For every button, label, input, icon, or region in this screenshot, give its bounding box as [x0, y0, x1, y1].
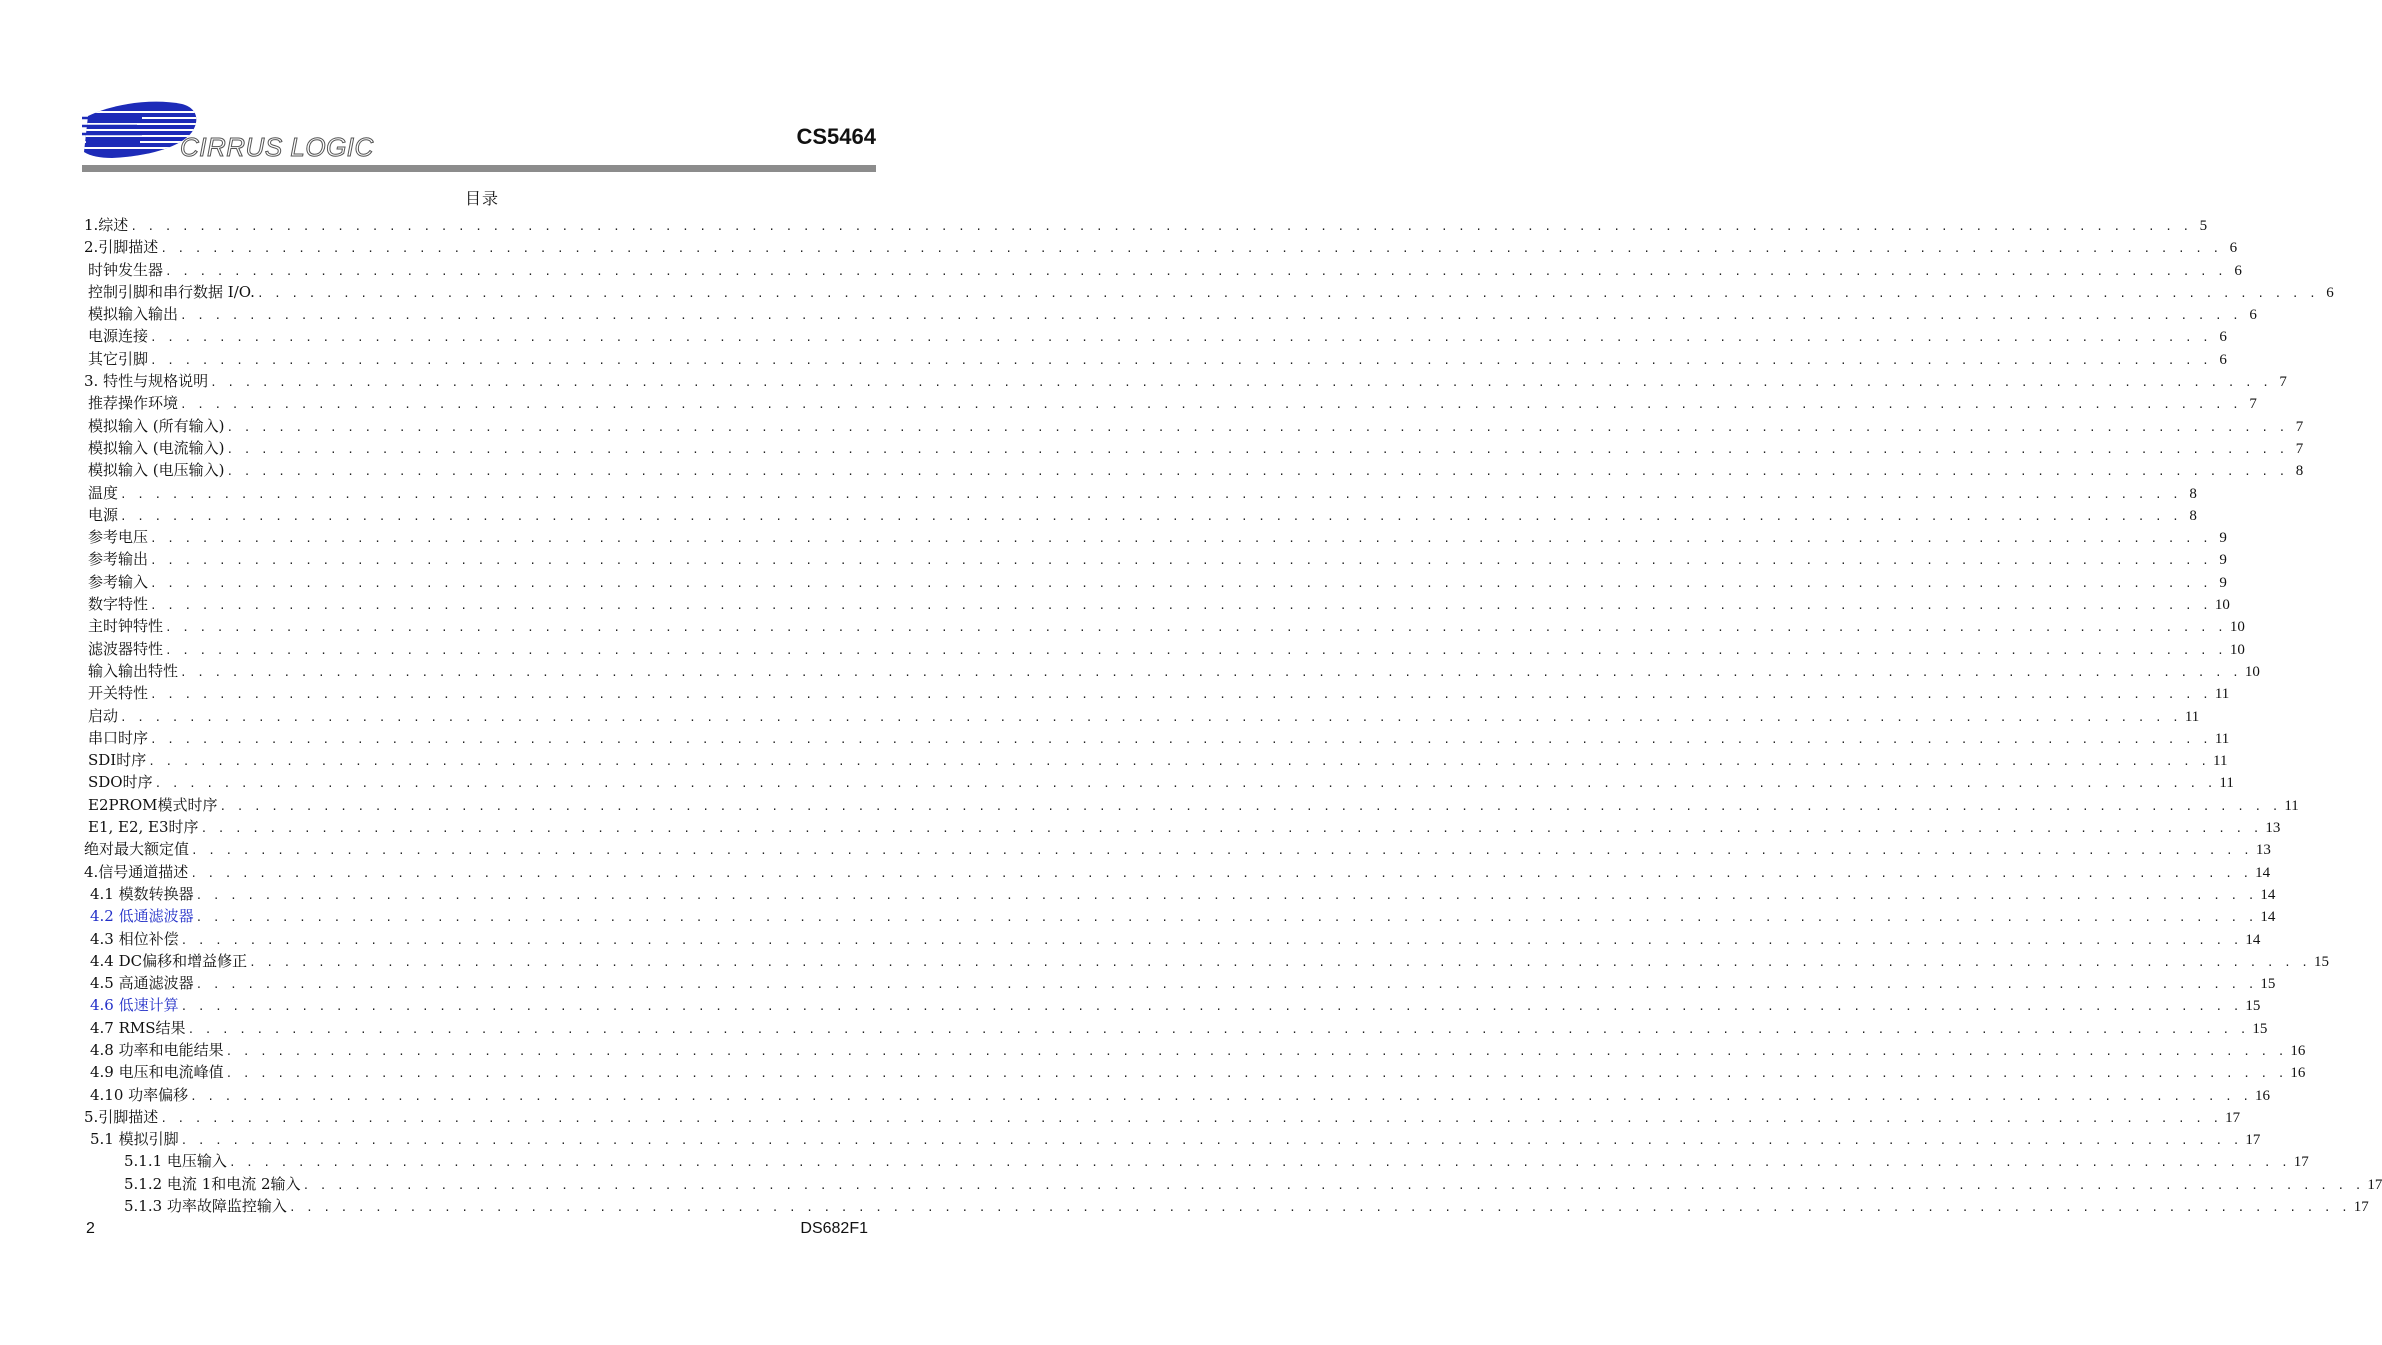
toc-entry[interactable] — [84, 437, 2304, 459]
toc-dot-leader: . . . . . . . . . . . . . . . . . . . . . . . . . . . . . . . . . . . . . . . . . . . . . . . . . . . . . . . . . . . . . . . . . . . . . . . . . . . . . . . . . . . . . . . . . . . . . . . . . . . . . . . . . . . . . . . . . . . . . . . . — [191, 844, 2252, 858]
toc-entry[interactable] — [84, 972, 2276, 994]
toc-entry-page: 13 — [2255, 842, 2271, 859]
toc-dot-leader: . . . . . . . . . . . . . . . . . . . . . . . . . . . . . . . . . . . . . . . . . . . . . . . . . . . . . . . . . . . . . . . . . . . . . . . . . . . . . . . . . . . . . . . . . . . . . . . . . . . . . . . . . . . . . . . . . . . . . . . . — [180, 933, 2242, 947]
toc-entry-label: 4.3 相位补偿 — [90, 929, 179, 948]
toc-entry[interactable] — [84, 348, 2227, 370]
toc-entry[interactable] — [84, 259, 2242, 281]
toc-dot-leader: . . . . . . . . . . . . . . . . . . . . . . . . . . . . . . . . . . . . . . . . . . . . . . . . . . . . . . . . . . . . . . . . . . . . . . . . . . . . . . . . . . . . . . . . . . . . . . . . . . . . . . . . . . . . . . . . . . . . . . . . — [120, 509, 2181, 523]
toc-entry[interactable] — [84, 1173, 2382, 1195]
toc-entry-label: 控制引脚和串行数据 I/O. — [88, 282, 255, 301]
toc-entry-label: 其它引脚 — [88, 349, 149, 368]
toc-entry-page: 14 — [2260, 909, 2276, 926]
toc-dot-leader: . . . . . . . . . . . . . . . . . . . . . . . . . . . . . . . . . . . . . . . . . . . . . . . . . . . . . . . . . . . . . . . . . . . . . . . . . . . . . . . . . . . . . . . . . . . . . . . . . . . . . . . . . . . . . . . . . . . . . . . . — [226, 465, 2288, 479]
toc-dot-leader: . . . . . . . . . . . . . . . . . . . . . . . . . . . . . . . . . . . . . . . . . . . . . . . . . . . . . . . . . . . . . . . . . . . . . . . . . . . . . . . . . . . . . . . . . . . . . . . . . . . . . . . . . . . . . . . . . . . . . . . . — [150, 599, 2211, 613]
toc-entry-label: 模拟输入输出 — [88, 305, 179, 324]
table-of-contents — [84, 214, 2382, 1217]
toc-entry[interactable] — [84, 1061, 2306, 1083]
toc-entry[interactable] — [84, 392, 2257, 414]
toc-entry[interactable] — [84, 281, 2334, 303]
toc-entry-label: 5.1 模拟引脚 — [90, 1130, 179, 1149]
toc-entry-page: 11 — [2184, 708, 2200, 725]
toc-entry[interactable] — [84, 370, 2287, 392]
toc-entry[interactable] — [84, 459, 2304, 481]
toc-entry-page: 6 — [2249, 307, 2257, 324]
toc-dot-leader: . . . . . . . . . . . . . . . . . . . . . . . . . . . . . . . . . . . . . . . . . . . . . . . . . . . . . . . . . . . . . . . . . . . . . . . . . . . . . . . . . . . . . . . . . . . . . . . . . . . . . . . . . . . . . . . . . . . . . . . . — [302, 1178, 2364, 1192]
toc-dot-leader: . . . . . . . . . . . . . . . . . . . . . . . . . . . . . . . . . . . . . . . . . . . . . . . . . . . . . . . . . . . . . . . . . . . . . . . . . . . . . . . . . . . . . . . . . . . . . . . . . . . . . . . . . . . . . . . . . . . . . . . . — [225, 1044, 2287, 1058]
toc-dot-leader: . . . . . . . . . . . . . . . . . . . . . . . . . . . . . . . . . . . . . . . . . . . . . . . . . . . . . . . . . . . . . . . . . . . . . . . . . . . . . . . . . . . . . . . . . . . . . . . . . . . . . . . . . . . . . . . . . . . . . . . . — [120, 487, 2181, 501]
toc-entry-label: 数字特性 — [88, 595, 149, 614]
toc-entry-label: 4.6 低速计算 — [90, 996, 179, 1015]
toc-dot-leader: . . . . . . . . . . . . . . . . . . . . . . . . . . . . . . . . . . . . . . . . . . . . . . . . . . . . . . . . . . . . . . . . . . . . . . . . . . . . . . . . . . . . . . . . . . . . . . . . . . . . . . . . . . . . . . . . . . . . . . . . — [148, 755, 2210, 769]
toc-dot-leader: . . . . . . . . . . . . . . . . . . . . . . . . . . . . . . . . . . . . . . . . . . . . . . . . . . . . . . . . . . . . . . . . . . . . . . . . . . . . . . . . . . . . . . . . . . . . . . . . . . . . . . . . . . . . . . . . . . . . . . . . — [256, 286, 2318, 300]
toc-entry-page: 17 — [2367, 1176, 2382, 1193]
toc-entry[interactable] — [84, 1195, 2369, 1217]
toc-entry-label: 2.引脚描述 — [84, 238, 159, 257]
toc-entry-page: 17 — [2225, 1109, 2241, 1126]
toc-entry-label: 4.信号通道描述 — [84, 862, 189, 881]
toc-entry-label: 主时钟特性 — [88, 617, 164, 636]
toc-entry[interactable] — [84, 1106, 2241, 1128]
toc-entry[interactable] — [84, 415, 2304, 437]
toc-dot-leader: . . . . . . . . . . . . . . . . . . . . . . . . . . . . . . . . . . . . . . . . . . . . . . . . . . . . . . . . . . . . . . . . . . . . . . . . . . . . . . . . . . . . . . . . . . . . . . . . . . . . . . . . . . . . . . . . . . . . . . . . — [288, 1201, 2350, 1215]
toc-entry-page: 11 — [2219, 775, 2234, 792]
toc-entry-label: 电源 — [88, 505, 119, 524]
toc-entry-page: 9 — [2219, 530, 2227, 547]
toc-entry[interactable] — [84, 1084, 2270, 1106]
toc-entry-page: 10 — [2214, 597, 2230, 614]
toc-entry-page: 11 — [2284, 797, 2299, 814]
toc-entry[interactable] — [84, 325, 2227, 347]
toc-entry-page: 13 — [2265, 820, 2281, 837]
toc-entry-page: 16 — [2254, 1087, 2270, 1104]
toc-dot-leader: . . . . . . . . . . . . . . . . . . . . . . . . . . . . . . . . . . . . . . . . . . . . . . . . . . . . . . . . . . . . . . . . . . . . . . . . . . . . . . . . . . . . . . . . . . . . . . . . . . . . . . . . . . . . . . . . . . . . . . . . — [195, 888, 2257, 902]
toc-entry-page: 10 — [2244, 663, 2260, 680]
toc-dot-leader: . . . . . . . . . . . . . . . . . . . . . . . . . . . . . . . . . . . . . . . . . . . . . . . . . . . . . . . . . . . . . . . . . . . . . . . . . . . . . . . . . . . . . . . . . . . . . . . . . . . . . . . . . . . . . . . . . . . . . . . . — [190, 866, 2252, 880]
toc-entry-label: 输入输出特性 — [88, 661, 179, 680]
toc-entry[interactable] — [84, 1150, 2309, 1172]
toc-entry-page: 7 — [2279, 374, 2287, 391]
toc-entry-page: 14 — [2260, 886, 2276, 903]
toc-entry-page: 7 — [2249, 396, 2257, 413]
toc-dot-leader: . . . . . . . . . . . . . . . . . . . . . . . . . . . . . . . . . . . . . . . . . . . . . . . . . . . . . . . . . . . . . . . . . . . . . . . . . . . . . . . . . . . . . . . . . . . . . . . . . . . . . . . . . . . . . . . . . . . . . . . . — [180, 398, 2241, 412]
toc-dot-leader: . . . . . . . . . . . . . . . . . . . . . . . . . . . . . . . . . . . . . . . . . . . . . . . . . . . . . . . . . . . . . . . . . . . . . . . . . . . . . . . . . . . . . . . . . . . . . . . . . . . . . . . . . . . . . . . . . . . . . . . . — [226, 420, 2288, 434]
toc-entry[interactable] — [84, 682, 2230, 704]
toc-entry[interactable] — [84, 526, 2227, 548]
toc-entry-page: 17 — [2245, 1132, 2261, 1149]
toc-entry[interactable] — [84, 883, 2276, 905]
toc-dot-leader: . . . . . . . . . . . . . . . . . . . . . . . . . . . . . . . . . . . . . . . . . . . . . . . . . . . . . . . . . . . . . . . . . . . . . . . . . . . . . . . . . . . . . . . . . . . . . . . . . . . . . . . . . . . . . . . . . . . . . . . . — [150, 576, 2211, 590]
toc-entry-label: 4.9 电压和电流峰值 — [90, 1063, 224, 1082]
toc-entry-label: 温度 — [88, 483, 119, 502]
toc-entry-label: 参考输出 — [88, 550, 149, 569]
toc-dot-leader: . . . . . . . . . . . . . . . . . . . . . . . . . . . . . . . . . . . . . . . . . . . . . . . . . . . . . . . . . . . . . . . . . . . . . . . . . . . . . . . . . . . . . . . . . . . . . . . . . . . . . . . . . . . . . . . . . . . . . . . . — [195, 978, 2257, 992]
toc-entry-label: 4.10 功率偏移 — [90, 1085, 189, 1104]
toc-dot-leader: . . . . . . . . . . . . . . . . . . . . . . . . . . . . . . . . . . . . . . . . . . . . . . . . . . . . . . . . . . . . . . . . . . . . . . . . . . . . . . . . . . . . . . . . . . . . . . . . . . . . . . . . . . . . . . . . . . . . . . . . — [226, 442, 2288, 456]
header-rule — [82, 165, 876, 172]
toc-entry-label: E1, E2, E3时序 — [88, 818, 199, 837]
toc-entry-label: 模拟输入 (所有输入) — [88, 416, 225, 435]
toc-entry[interactable] — [84, 1039, 2306, 1061]
toc-entry-page: 9 — [2219, 574, 2227, 591]
toc-entry-page: 15 — [2313, 953, 2329, 970]
toc-dot-leader: . . . . . . . . . . . . . . . . . . . . . . . . . . . . . . . . . . . . . . . . . . . . . . . . . . . . . . . . . . . . . . . . . . . . . . . . . . . . . . . . . . . . . . . . . . . . . . . . . . . . . . . . . . . . . . . . . . . . . . . . — [154, 777, 2216, 791]
toc-entry-label: 开关特性 — [88, 684, 149, 703]
toc-entry-label: SDI时序 — [88, 751, 147, 770]
toc-dot-leader: . . . . . . . . . . . . . . . . . . . . . . . . . . . . . . . . . . . . . . . . . . . . . . . . . . . . . . . . . . . . . . . . . . . . . . . . . . . . . . . . . . . . . . . . . . . . . . . . . . . . . . . . . . . . . . . . . . . . . . . . — [120, 710, 2181, 724]
toc-entry[interactable] — [84, 214, 2208, 236]
toc-entry-page: 8 — [2189, 485, 2197, 502]
toc-dot-leader: . . . . . . . . . . . . . . . . . . . . . . . . . . . . . . . . . . . . . . . . . . . . . . . . . . . . . . . . . . . . . . . . . . . . . . . . . . . . . . . . . . . . . . . . . . . . . . . . . . . . . . . . . . . . . . . . . . . . . . . . — [150, 688, 2211, 702]
product-name: CS5464 — [796, 124, 876, 149]
toc-entry-page: 7 — [2295, 440, 2304, 457]
toc-dot-leader: . . . . . . . . . . . . . . . . . . . . . . . . . . . . . . . . . . . . . . . . . . . . . . . . . . . . . . . . . . . . . . . . . . . . . . . . . . . . . . . . . . . . . . . . . . . . . . . . . . . . . . . . . . . . . . . . . . . . . . . . — [219, 799, 2281, 813]
toc-dot-leader: . . . . . . . . . . . . . . . . . . . . . . . . . . . . . . . . . . . . . . . . . . . . . . . . . . . . . . . . . . . . . . . . . . . . . . . . . . . . . . . . . . . . . . . . . . . . . . . . . . . . . . . . . . . . . . . . . . . . . . . . — [180, 1134, 2242, 1148]
toc-entry-page: 8 — [2295, 463, 2304, 480]
toc-dot-leader: . . . . . . . . . . . . . . . . . . . . . . . . . . . . . . . . . . . . . . . . . . . . . . . . . . . . . . . . . . . . . . . . . . . . . . . . . . . . . . . . . . . . . . . . . . . . . . . . . . . . . . . . . . . . . . . . . . . . . . . . — [225, 1067, 2287, 1081]
toc-entry[interactable] — [84, 593, 2230, 615]
toc-entry-label: 串口时序 — [88, 728, 149, 747]
toc-entry-label: 5.1.1 电压输入 — [124, 1152, 227, 1171]
toc-entry-page: 6 — [2229, 240, 2238, 257]
toc-dot-leader: . . . . . . . . . . . . . . . . . . . . . . . . . . . . . . . . . . . . . . . . . . . . . . . . . . . . . . . . . . . . . . . . . . . . . . . . . . . . . . . . . . . . . . . . . . . . . . . . . . . . . . . . . . . . . . . . . . . . . . . . — [200, 822, 2262, 836]
toc-entry-label: 4.7 RMS结果 — [90, 1018, 186, 1037]
toc-entry[interactable] — [84, 727, 2230, 749]
toc-entry-label: 1.综述 — [84, 216, 129, 234]
page-header — [82, 98, 876, 173]
toc-entry-label: 电源连接 — [88, 327, 149, 346]
toc-dot-leader: . . . . . . . . . . . . . . . . . . . . . . . . . . . . . . . . . . . . . . . . . . . . . . . . . . . . . . . . . . . . . . . . . . . . . . . . . . . . . . . . . . . . . . . . . . . . . . . . . . . . . . . . . . . . . . . . . . . . . . . . — [160, 242, 2222, 256]
toc-entry[interactable] — [84, 303, 2257, 325]
toc-entry-label: 启动 — [88, 706, 119, 725]
toc-entry-page: 10 — [2229, 619, 2245, 636]
toc-entry-label: SDO时序 — [88, 773, 153, 792]
toc-dot-leader: . . . . . . . . . . . . . . . . . . . . . . . . . . . . . . . . . . . . . . . . . . . . . . . . . . . . . . . . . . . . . . . . . . . . . . . . . . . . . . . . . . . . . . . . . . . . . . . . . . . . . . . . . . . . . . . . . . . . . . . . — [165, 264, 2226, 278]
toc-dot-leader: . . . . . . . . . . . . . . . . . . . . . . . . . . . . . . . . . . . . . . . . . . . . . . . . . . . . . . . . . . . . . . . . . . . . . . . . . . . . . . . . . . . . . . . . . . . . . . . . . . . . . . . . . . . . . . . . . . . . . . . . — [249, 955, 2310, 969]
toc-entry[interactable] — [84, 861, 2271, 883]
toc-entry-page: 8 — [2189, 507, 2197, 524]
footer-page-number: 2 — [86, 1220, 95, 1237]
logo-wordmark: CIRRUS LOGIC — [180, 132, 374, 162]
toc-entry-label: 参考输入 — [88, 572, 149, 591]
cirrus-logic-logo — [82, 98, 372, 160]
toc-entry-page: 14 — [2245, 931, 2261, 948]
toc-dot-leader: . . . . . . . . . . . . . . . . . . . . . . . . . . . . . . . . . . . . . . . . . . . . . . . . . . . . . . . . . . . . . . . . . . . . . . . . . . . . . . . . . . . . . . . . . . . . . . . . . . . . . . . . . . . . . . . . . . . . . . . . — [228, 1156, 2290, 1170]
toc-entry-page: 11 — [2214, 730, 2230, 747]
toc-entry-label: 4.4 DC偏移和增益修正 — [90, 951, 248, 970]
toc-entry[interactable] — [84, 638, 2245, 660]
toc-entry-label: 3. 特性与规格说明 — [84, 372, 209, 391]
toc-entry-page: 6 — [2234, 262, 2242, 279]
toc-entry[interactable] — [84, 548, 2227, 570]
toc-entry-page: 15 — [2245, 998, 2261, 1015]
toc-dot-leader: . . . . . . . . . . . . . . . . . . . . . . . . . . . . . . . . . . . . . . . . . . . . . . . . . . . . . . . . . . . . . . . . . . . . . . . . . . . . . . . . . . . . . . . . . . . . . . . . . . . . . . . . . . . . . . . . . . . . . . . . — [180, 309, 2241, 323]
toc-entry-label: 滤波器特性 — [88, 639, 164, 658]
toc-title: 目录 — [464, 189, 499, 208]
toc-entry-page: 5 — [2199, 218, 2208, 234]
toc-entry-label: 4.8 功率和电能结果 — [90, 1040, 224, 1059]
toc-entry-page: 15 — [2252, 1020, 2268, 1037]
toc-entry-label: 时钟发生器 — [88, 260, 164, 279]
toc-dot-leader: . . . . . . . . . . . . . . . . . . . . . . . . . . . . . . . . . . . . . . . . . . . . . . . . . . . . . . . . . . . . . . . . . . . . . . . . . . . . . . . . . . . . . . . . . . . . . . . . . . . . . . . . . . . . . . . . . . . . . . . . — [180, 665, 2241, 679]
toc-dot-leader: . . . . . . . . . . . . . . . . . . . . . . . . . . . . . . . . . . . . . . . . . . . . . . . . . . . . . . . . . . . . . . . . . . . . . . . . . . . . . . . . . . . . . . . . . . . . . . . . . . . . . . . . . . . . . . . . . . . . . . . . — [130, 220, 2192, 233]
toc-entry-label: 5.1.2 电流 1和电流 2输入 — [124, 1174, 301, 1193]
toc-entry-label: 5.1.3 功率故障监控输入 — [124, 1197, 287, 1216]
toc-entry-page: 14 — [2255, 864, 2271, 881]
toc-entry-label: 4.2 低通滤波器 — [90, 907, 194, 926]
toc-entry[interactable] — [84, 615, 2245, 637]
footer-doc-id: DS682F1 — [800, 1220, 868, 1237]
toc-entry[interactable] — [84, 482, 2197, 504]
toc-dot-leader: . . . . . . . . . . . . . . . . . . . . . . . . . . . . . . . . . . . . . . . . . . . . . . . . . . . . . . . . . . . . . . . . . . . . . . . . . . . . . . . . . . . . . . . . . . . . . . . . . . . . . . . . . . . . . . . . . . . . . . . . — [150, 353, 2211, 367]
toc-dot-leader: . . . . . . . . . . . . . . . . . . . . . . . . . . . . . . . . . . . . . . . . . . . . . . . . . . . . . . . . . . . . . . . . . . . . . . . . . . . . . . . . . . . . . . . . . . . . . . . . . . . . . . . . . . . . . . . . . . . . . . . . — [165, 621, 2226, 635]
toc-entry-page: 6 — [2326, 284, 2334, 301]
toc-entry[interactable] — [84, 794, 2299, 816]
toc-entry-page: 6 — [2219, 329, 2227, 346]
toc-entry-page: 17 — [2353, 1199, 2369, 1216]
toc-entry-label: 5.引脚描述 — [84, 1107, 159, 1126]
toc-entry-label: 4.5 高通滤波器 — [90, 974, 194, 993]
toc-entry-page: 16 — [2290, 1042, 2306, 1059]
toc-entry-page: 6 — [2219, 351, 2227, 368]
toc-entry-page: 7 — [2295, 418, 2304, 435]
toc-entry[interactable] — [84, 816, 2281, 838]
toc-entry[interactable] — [84, 950, 2329, 972]
toc-dot-leader: . . . . . . . . . . . . . . . . . . . . . . . . . . . . . . . . . . . . . . . . . . . . . . . . . . . . . . . . . . . . . . . . . . . . . . . . . . . . . . . . . . . . . . . . . . . . . . . . . . . . . . . . . . . . . . . . . . . . . . . . — [210, 376, 2271, 390]
toc-entry-page: 16 — [2290, 1065, 2306, 1082]
toc-entry-label: 模拟输入 (电流输入) — [88, 438, 225, 457]
toc-entry[interactable] — [84, 705, 2200, 727]
toc-entry-label: 4.1 模数转换器 — [90, 884, 194, 903]
toc-entry[interactable] — [84, 660, 2260, 682]
toc-entry-label: 绝对最大额定值 — [84, 840, 190, 859]
toc-entry-label: E2PROM模式时序 — [88, 795, 218, 814]
toc-dot-leader: . . . . . . . . . . . . . . . . . . . . . . . . . . . . . . . . . . . . . . . . . . . . . . . . . . . . . . . . . . . . . . . . . . . . . . . . . . . . . . . . . . . . . . . . . . . . . . . . . . . . . . . . . . . . . . . . . . . . . . . . — [150, 554, 2211, 568]
toc-dot-leader: . . . . . . . . . . . . . . . . . . . . . . . . . . . . . . . . . . . . . . . . . . . . . . . . . . . . . . . . . . . . . . . . . . . . . . . . . . . . . . . . . . . . . . . . . . . . . . . . . . . . . . . . . . . . . . . . . . . . . . . . — [150, 732, 2211, 746]
toc-dot-leader: . . . . . . . . . . . . . . . . . . . . . . . . . . . . . . . . . . . . . . . . . . . . . . . . . . . . . . . . . . . . . . . . . . . . . . . . . . . . . . . . . . . . . . . . . . . . . . . . . . . . . . . . . . . . . . . . . . . . . . . . — [187, 1022, 2249, 1036]
toc-dot-leader: . . . . . . . . . . . . . . . . . . . . . . . . . . . . . . . . . . . . . . . . . . . . . . . . . . . . . . . . . . . . . . . . . . . . . . . . . . . . . . . . . . . . . . . . . . . . . . . . . . . . . . . . . . . . . . . . . . . . . . . . — [190, 1089, 2251, 1103]
toc-entry[interactable] — [84, 236, 2238, 258]
toc-entry-label: 推荐操作环境 — [88, 394, 179, 413]
toc-entry-page: 9 — [2219, 552, 2227, 569]
toc-entry[interactable] — [84, 504, 2197, 526]
toc-entry[interactable] — [84, 749, 2228, 771]
toc-dot-leader: . . . . . . . . . . . . . . . . . . . . . . . . . . . . . . . . . . . . . . . . . . . . . . . . . . . . . . . . . . . . . . . . . . . . . . . . . . . . . . . . . . . . . . . . . . . . . . . . . . . . . . . . . . . . . . . . . . . . . . . . — [150, 532, 2211, 546]
toc-dot-leader: . . . . . . . . . . . . . . . . . . . . . . . . . . . . . . . . . . . . . . . . . . . . . . . . . . . . . . . . . . . . . . . . . . . . . . . . . . . . . . . . . . . . . . . . . . . . . . . . . . . . . . . . . . . . . . . . . . . . . . . . — [195, 911, 2257, 925]
toc-dot-leader: . . . . . . . . . . . . . . . . . . . . . . . . . . . . . . . . . . . . . . . . . . . . . . . . . . . . . . . . . . . . . . . . . . . . . . . . . . . . . . . . . . . . . . . . . . . . . . . . . . . . . . . . . . . . . . . . . . . . . . . . — [180, 1000, 2242, 1014]
toc-entry-page: 10 — [2229, 641, 2245, 658]
toc-entry[interactable] — [84, 838, 2271, 860]
toc-entry-page: 15 — [2260, 976, 2276, 993]
toc-entry-page: 17 — [2293, 1154, 2309, 1171]
toc-entry-page: 11 — [2213, 753, 2228, 770]
toc-entry[interactable] — [84, 771, 2234, 793]
toc-dot-leader: . . . . . . . . . . . . . . . . . . . . . . . . . . . . . . . . . . . . . . . . . . . . . . . . . . . . . . . . . . . . . . . . . . . . . . . . . . . . . . . . . . . . . . . . . . . . . . . . . . . . . . . . . . . . . . . . . . . . . . . . — [150, 331, 2211, 345]
toc-entry-page: 11 — [2214, 686, 2230, 703]
toc-entry[interactable] — [84, 1128, 2261, 1150]
toc-entry[interactable] — [84, 994, 2261, 1016]
toc-dot-leader: . . . . . . . . . . . . . . . . . . . . . . . . . . . . . . . . . . . . . . . . . . . . . . . . . . . . . . . . . . . . . . . . . . . . . . . . . . . . . . . . . . . . . . . . . . . . . . . . . . . . . . . . . . . . . . . . . . . . . . . . — [160, 1111, 2222, 1125]
toc-entry[interactable] — [84, 1017, 2268, 1039]
toc-entry[interactable] — [84, 928, 2261, 950]
toc-entry[interactable] — [84, 905, 2276, 927]
toc-entry-label: 模拟输入 (电压输入) — [88, 461, 225, 480]
toc-entry[interactable] — [84, 571, 2227, 593]
toc-dot-leader: . . . . . . . . . . . . . . . . . . . . . . . . . . . . . . . . . . . . . . . . . . . . . . . . . . . . . . . . . . . . . . . . . . . . . . . . . . . . . . . . . . . . . . . . . . . . . . . . . . . . . . . . . . . . . . . . . . . . . . . . — [165, 643, 2226, 657]
toc-entry-label: 参考电压 — [88, 528, 149, 547]
